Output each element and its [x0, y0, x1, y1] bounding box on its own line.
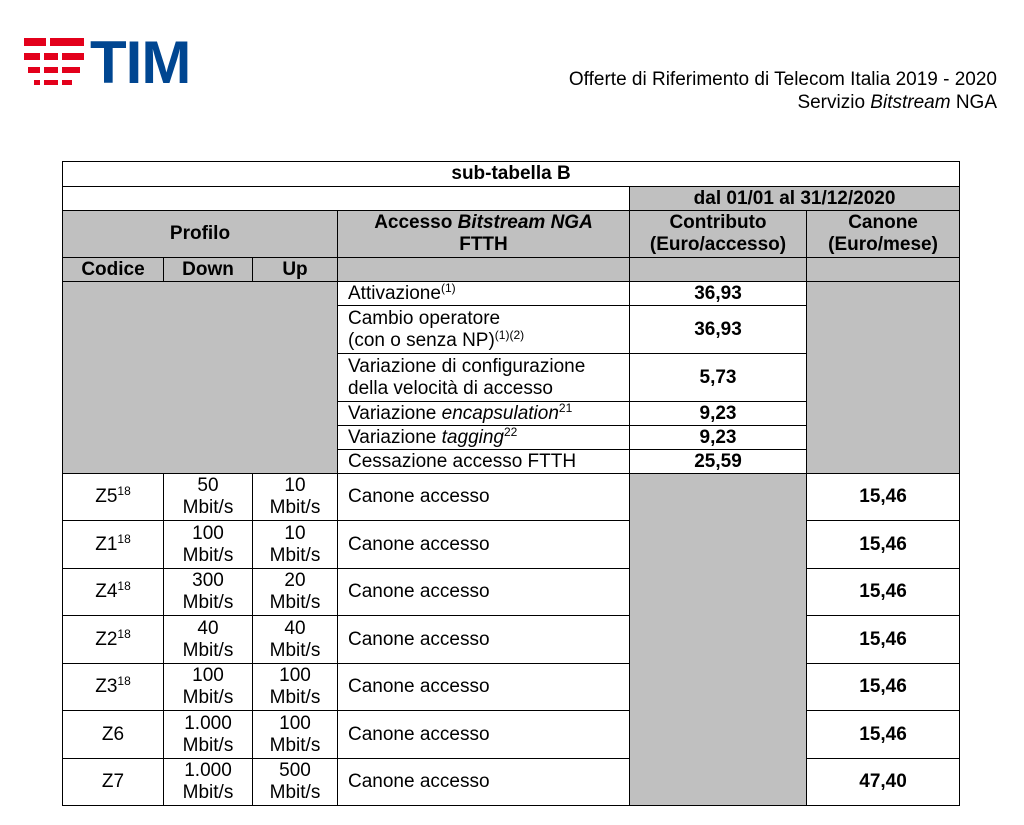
profile-code: $Z5^{18}$: [63, 474, 164, 521]
canone-value: 15,46: [807, 711, 960, 759]
profile-code: $Z3^{18}$: [63, 664, 164, 711]
header-line-2: Servizio Bitstream NGA: [797, 92, 997, 113]
empty-grey-cell: [338, 258, 630, 282]
canone-accesso-label: Canone accesso: [338, 616, 630, 664]
profilo-header: Profilo: [63, 211, 338, 258]
grey-filler-profile: [63, 282, 338, 474]
contributo-value: 25,59: [630, 450, 807, 474]
profile-down: 100 Mbit/s: [164, 664, 253, 711]
contributo-value: 9,23: [630, 402, 807, 426]
canone-value: 47,40: [807, 759, 960, 806]
row-label-attivazione: Attivazione$^{(1)}$: [338, 282, 630, 306]
profile-down: 1.000 Mbit/s: [164, 711, 253, 759]
profile-down: 50 Mbit/s: [164, 474, 253, 521]
contributo-value: 9,23: [630, 426, 807, 450]
canone-value: 15,46: [807, 664, 960, 711]
profile-down: 1.000 Mbit/s: [164, 759, 253, 806]
profile-up: 10 Mbit/s: [253, 521, 338, 569]
header-line-1: Offerte di Riferimento di Telecom Italia 2019 - 2020: [568, 69, 997, 90]
tim-logo-text: TIM: [90, 29, 191, 96]
canone-value: 15,46: [807, 569, 960, 616]
row-label-variazione-encapsulation: Variazione encapsulation$^{21}$: [338, 402, 630, 426]
canone-accesso-label: Canone accesso: [338, 711, 630, 759]
profile-up: 100 Mbit/s: [253, 664, 338, 711]
canone-accesso-label: Canone accesso: [338, 569, 630, 616]
contributo-value: 36,93: [630, 306, 807, 354]
canone-header: Canone (Euro/mese): [807, 211, 960, 258]
canone-value: 15,46: [807, 616, 960, 664]
profile-down: 40 Mbit/s: [164, 616, 253, 664]
profile-up: 10 Mbit/s: [253, 474, 338, 521]
row-label-variazione-velocita: Variazione di configurazione della velocità di accesso: [338, 354, 630, 402]
document-header: [569, 68, 997, 114]
codice-header: Codice: [63, 258, 164, 282]
empty-grey-cell: [630, 258, 807, 282]
canone-accesso-label: Canone accesso: [338, 474, 630, 521]
empty-header-cell: [63, 187, 630, 211]
tim-mark-icon: [24, 38, 84, 90]
profile-up: 100 Mbit/s: [253, 711, 338, 759]
canone-value: 15,46: [807, 521, 960, 569]
contributo-header: Contributo (Euro/accesso): [630, 211, 807, 258]
grey-filler-contributo: [630, 474, 807, 806]
grey-filler-canone: [807, 282, 960, 474]
down-header: Down: [164, 258, 253, 282]
canone-accesso-label: Canone accesso: [338, 664, 630, 711]
table-title: sub-tabella B: [63, 162, 960, 187]
contributo-value: 36,93: [630, 282, 807, 306]
period-header: dal 01/01 al 31/12/2020: [630, 187, 960, 211]
row-label-cambio-operatore: Cambio operatore (con o senza NP)$^{(1)(2)}$: [338, 306, 630, 354]
contributo-value: 5,73: [630, 354, 807, 402]
profile-code: Z7: [63, 759, 164, 806]
profile-code: $Z1^{18}$: [63, 521, 164, 569]
canone-accesso-label: Canone accesso: [338, 521, 630, 569]
empty-grey-cell: [807, 258, 960, 282]
profile-code: $Z2^{18}$: [63, 616, 164, 664]
canone-accesso-label: Canone accesso: [338, 759, 630, 806]
row-label-variazione-tagging: Variazione tagging$^{22}$: [338, 426, 630, 450]
profile-down: 100 Mbit/s: [164, 521, 253, 569]
pricing-table: [62, 161, 960, 806]
accesso-header: Accesso Bitstream NGA FTTH: [338, 211, 630, 258]
row-label-cessazione: Cessazione accesso FTTH: [338, 450, 630, 474]
profile-up: 20 Mbit/s: [253, 569, 338, 616]
profile-up: 40 Mbit/s: [253, 616, 338, 664]
canone-value: 15,46: [807, 474, 960, 521]
profile-code: $Z4^{18}$: [63, 569, 164, 616]
profile-down: 300 Mbit/s: [164, 569, 253, 616]
up-header: Up: [253, 258, 338, 282]
profile-code: Z6: [63, 711, 164, 759]
profile-up: 500 Mbit/s: [253, 759, 338, 806]
